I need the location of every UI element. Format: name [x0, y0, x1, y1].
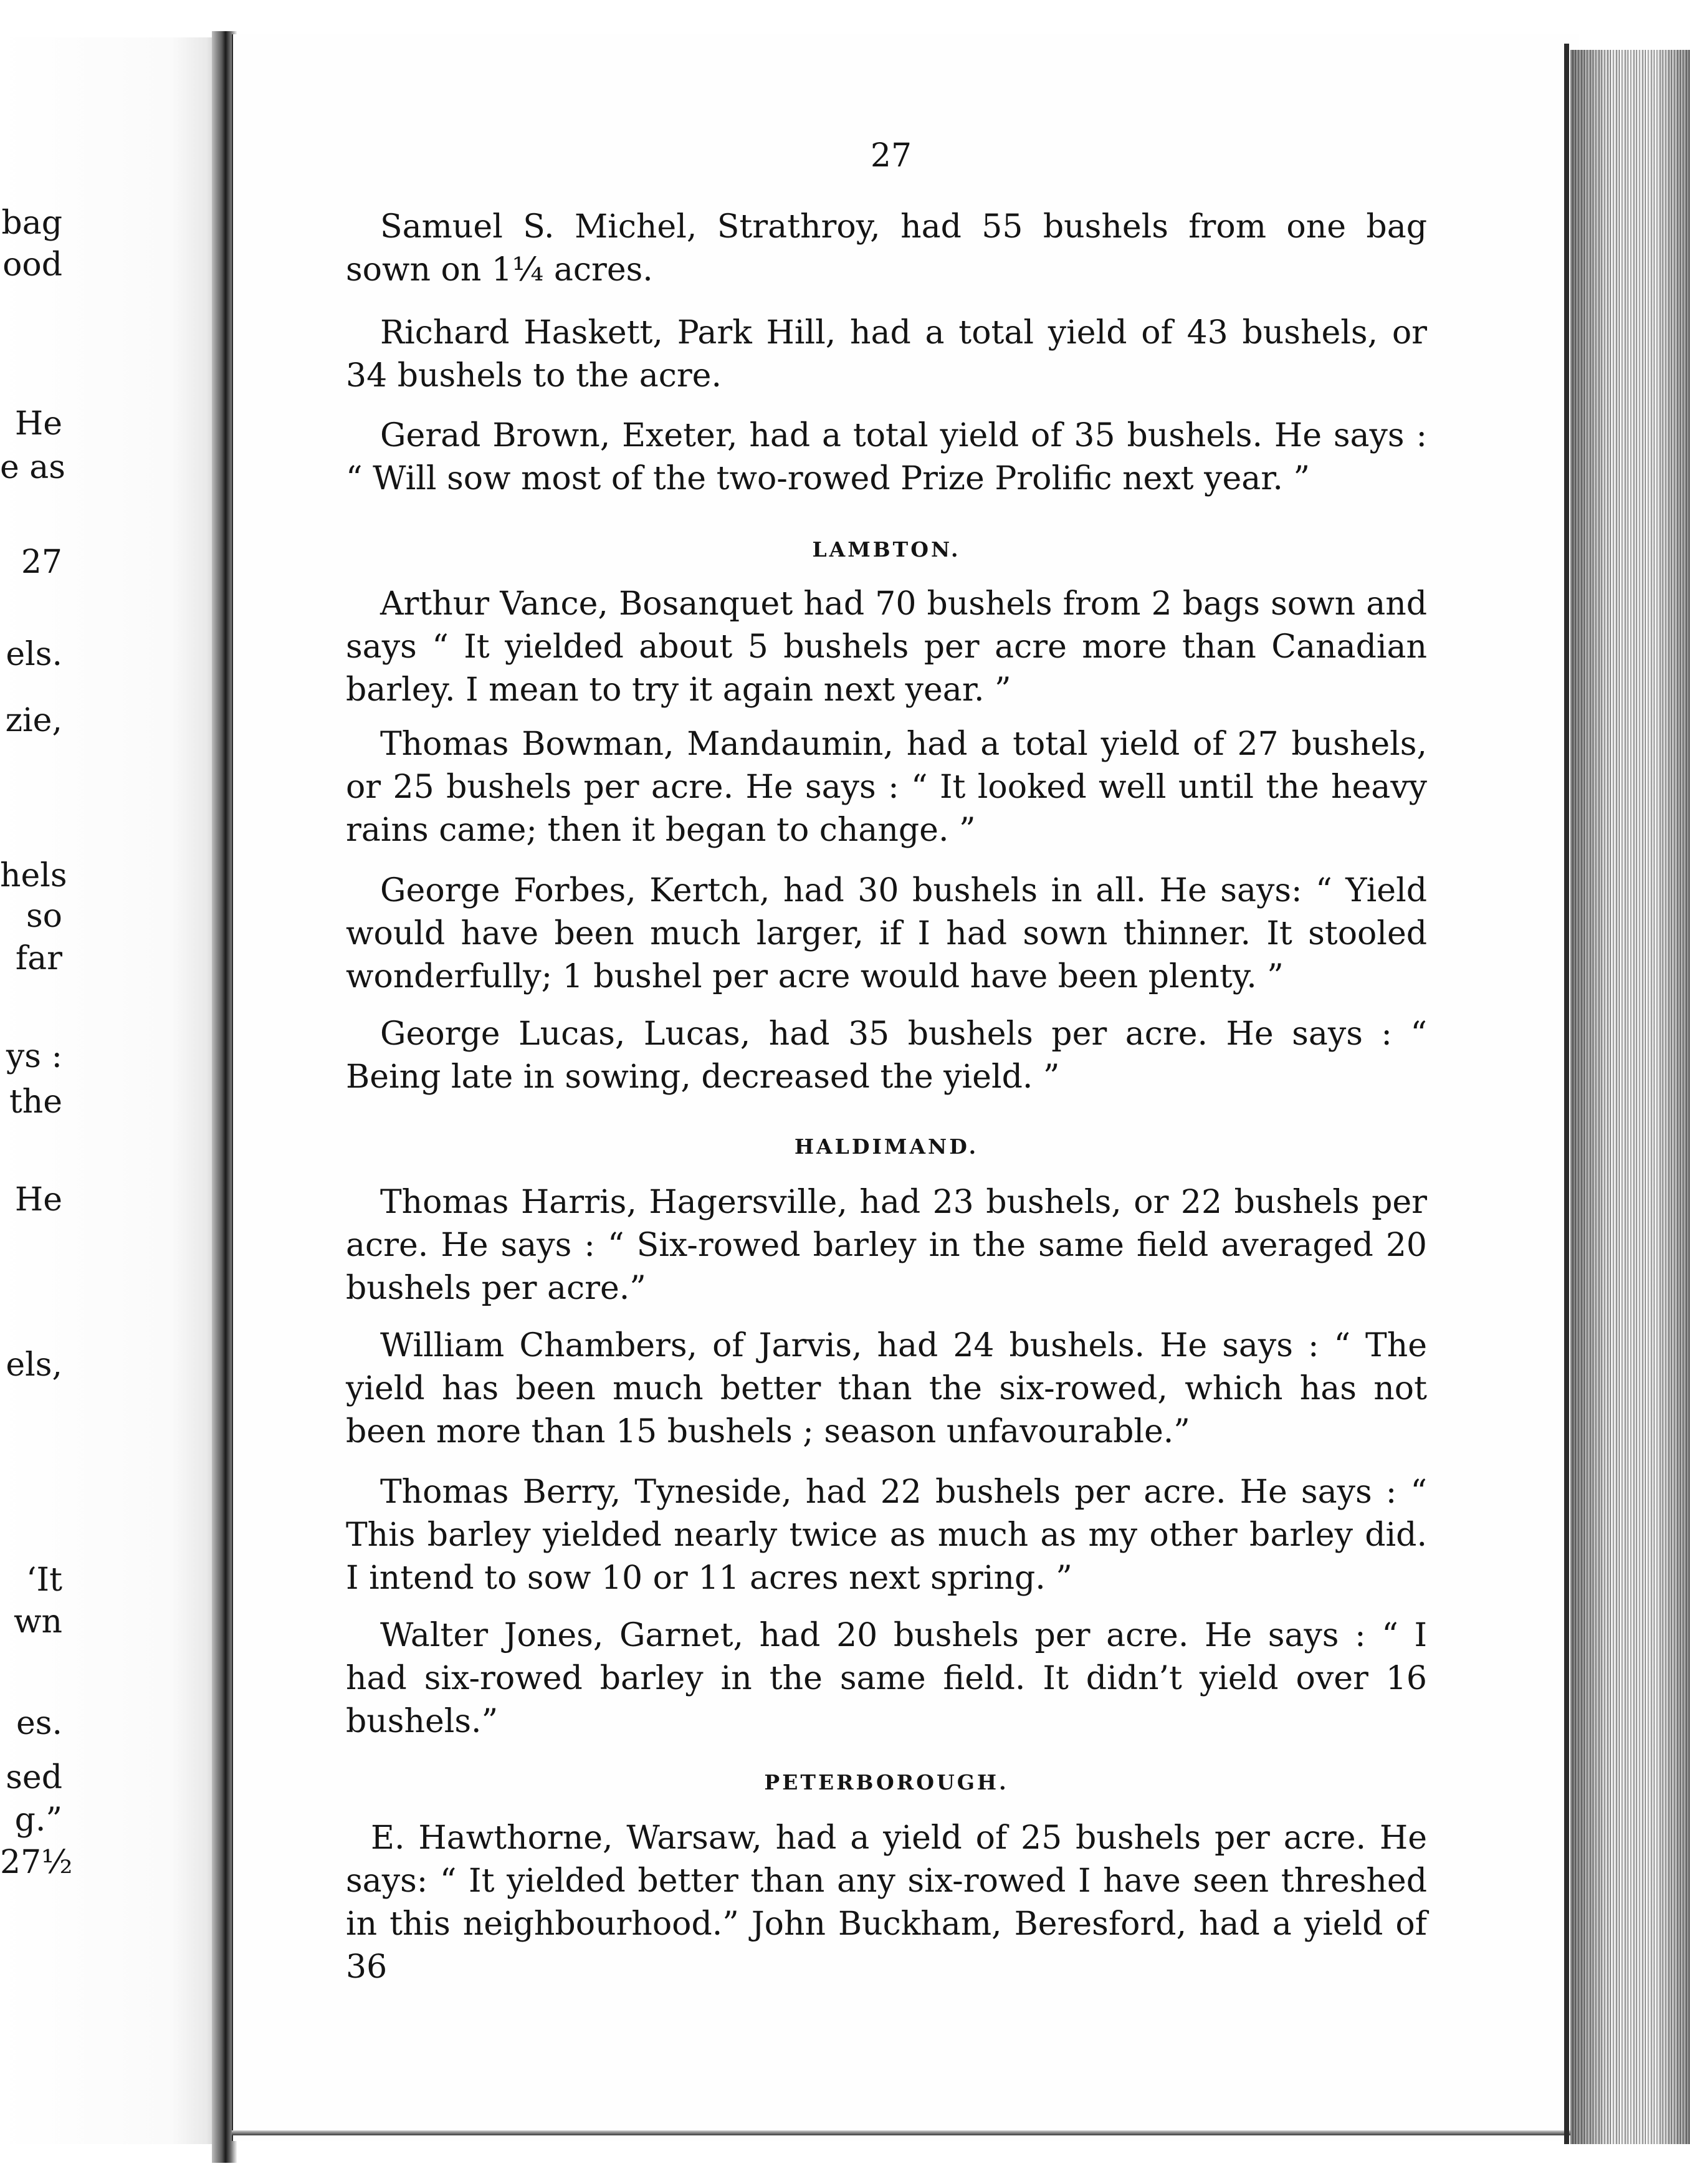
paragraph-e-hawthorne: E. Hawthorne, Warsaw, had a yield of 25 bushels per acre. He says: “ It yielded better than any six-rowed I have seen threshed in this neighbourhood.” John Buckham, Beresford, had a yield of 36 [346, 1819, 1427, 1986]
left-page-fragment: ys : [6, 1038, 62, 1075]
fore-edge-border [1564, 44, 1569, 2144]
left-page-fragment: ood [2, 246, 62, 284]
paragraph-thomas-berry: Thomas Berry, Tyneside, had 22 bushels per acre. He says : “ This barley yielded nearly twice as much as my other barley did. I intend to sow 10 or 11 acres next spring. ” [346, 1473, 1427, 1597]
section-heading-peterborough: PETERBOROUGH. [764, 1770, 1009, 1794]
left-page-fragment: so [26, 898, 62, 935]
left-page-fragment: wn [14, 1603, 62, 1640]
left-page-fragment: e as [0, 449, 65, 486]
left-page-fragment: the [9, 1083, 62, 1121]
left-page-fragment: ‘It [26, 1561, 62, 1599]
page-stack-fore-edge [1570, 50, 1690, 2144]
page-bottom-edge [232, 2130, 1640, 2135]
left-page-fragment: bag [1, 204, 62, 242]
left-page-fragment: sed [6, 1759, 62, 1796]
left-page-fragment: 27½ [0, 1844, 73, 1881]
paragraph-william-chambers: William Chambers, of Jarvis, had 24 bushels. He says : “ The yield has been much better than the six-rowed, which has not been more than 15 bushels ; season unfavourable.” [346, 1327, 1427, 1450]
paragraph-richard-haskett: Richard Haskett, Park Hill, had a total yield of 43 bushels, or 34 bushels to the acre. [346, 314, 1427, 395]
paragraph-gerad-brown: Gerad Brown, Exeter, had a total yield of 35 bushels. He says : “ Will sow most of the two-rowed Prize Prolific next year. ” [346, 417, 1427, 497]
paragraph-samuel-michel: Samuel S. Michel, Strathroy, had 55 bushels from one bag sown on 1¼ acres. [346, 208, 1427, 289]
left-page-fragment: hels [0, 857, 67, 894]
left-page-fragment: els. [6, 636, 62, 673]
left-page-fragment: He [14, 1181, 62, 1219]
left-page-fragment: g.” [14, 1801, 62, 1839]
paragraph-thomas-harris: Thomas Harris, Hagersville, had 23 bushels, or 22 bushels per acre. He says : “ Six-rowed barley in the same field averaged 20 bushels per acre.” [346, 1184, 1427, 1307]
paragraph-george-forbes: George Forbes, Kertch, had 30 bushels in all. He says: “ Yield would have been much larger, if I had sown thinner. It stooled wonderfully; 1 bushel per acre would have been plenty. ” [346, 872, 1427, 995]
left-page-fragment: els, [6, 1346, 62, 1384]
paragraph-thomas-bowman: Thomas Bowman, Mandaumin, had a total yield of 27 bushels, or 25 bushels per acre. He says : “ It looked well until the heavy rains came; then it began to change. ” [346, 726, 1427, 849]
page-number: 27 [870, 137, 912, 175]
scan-top-margin [0, 0, 1690, 25]
left-page-fragment: 27 [21, 544, 62, 581]
paragraph-george-lucas: George Lucas, Lucas, had 35 bushels per acre. He says : “ Being late in sowing, decreased the yield. ” [346, 1015, 1427, 1096]
left-page-fragment: es. [16, 1705, 62, 1742]
left-page-fragment: He [14, 405, 62, 443]
section-heading-lambton: LAMBTON. [812, 537, 961, 562]
paragraph-arthur-vance: Arthur Vance, Bosanquet had 70 bushels from 2 bags sown and says “ It yielded about 5 bushels per acre more than Canadian barley. I mean to try it again next year. ” [346, 585, 1427, 709]
paragraph-walter-jones: Walter Jones, Garnet, had 20 bushels per acre. He says : “ I had six-rowed barley in the same field. It didn’t yield over 16 bushels.” [346, 1617, 1427, 1740]
left-page-fragment: far [15, 940, 62, 977]
section-heading-haldimand: HALDIMAND. [794, 1134, 979, 1159]
left-page-fragment: zie, [5, 702, 62, 739]
